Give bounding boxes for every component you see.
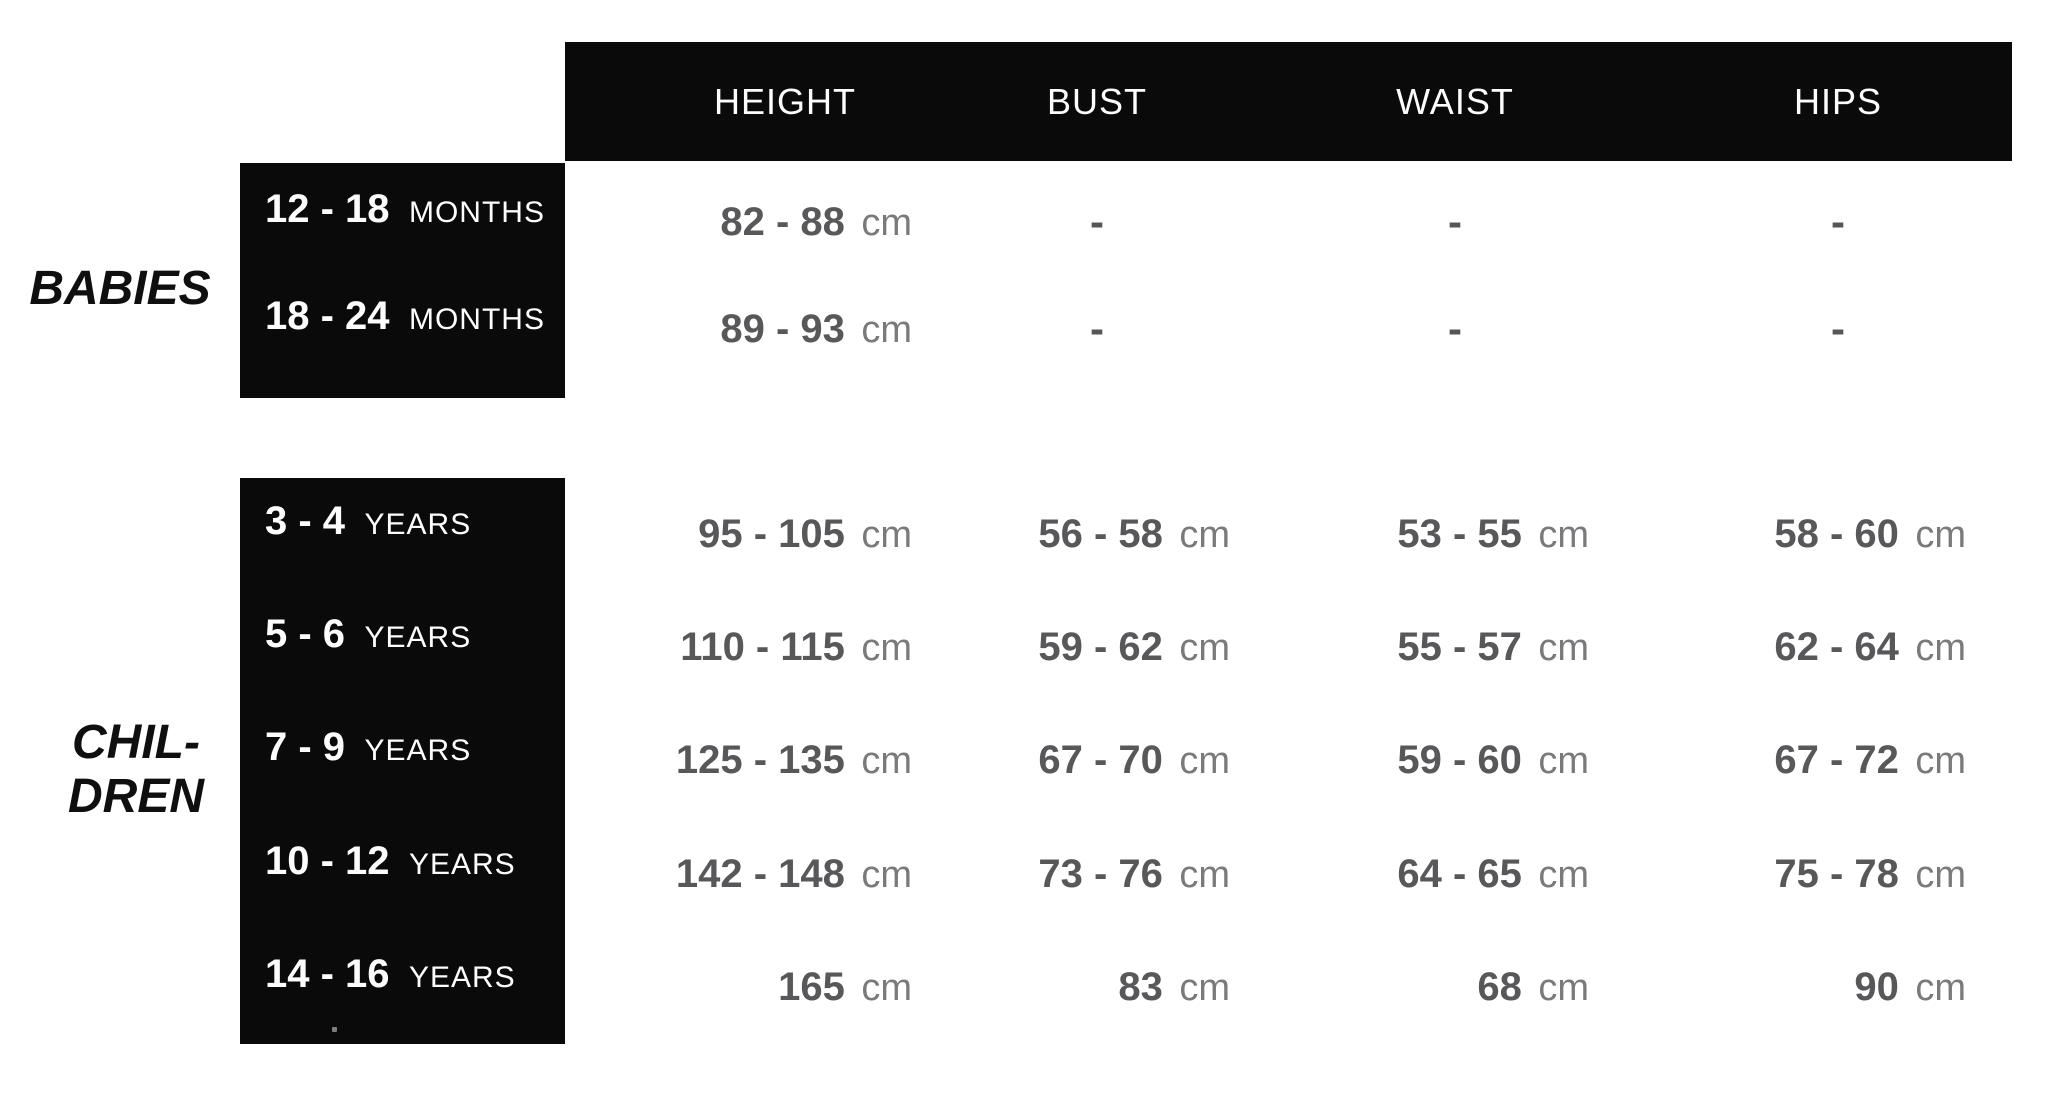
- table-header-bar: [565, 42, 2012, 161]
- height-value: 89 - 93: [720, 307, 845, 351]
- hips-value: -: [1831, 198, 1845, 245]
- hips-value: 67 - 72: [1774, 738, 1899, 782]
- height-value: 110 - 115: [680, 625, 845, 669]
- bust-value: 73 - 76: [1038, 852, 1163, 896]
- bust-value: 56 - 58: [1038, 512, 1163, 556]
- unit-cm: cm: [861, 854, 912, 896]
- hips-value: 75 - 78: [1774, 852, 1899, 896]
- size-cell: [240, 257, 565, 375]
- unit-cm: cm: [1915, 514, 1966, 556]
- age-range: 18 - 24: [265, 294, 390, 338]
- age-unit: MONTHS: [408, 303, 545, 336]
- unit-cm: cm: [1179, 967, 1230, 1009]
- hips-value: 62 - 64: [1774, 625, 1899, 669]
- size-cell: [240, 691, 565, 804]
- group-label-children-line1: CHIL-: [72, 716, 200, 769]
- bust-cell: [920, 818, 1230, 931]
- hips-cell: [1640, 931, 1966, 1044]
- height-value: 82 - 88: [720, 200, 845, 244]
- waist-cell: [1280, 704, 1589, 817]
- unit-cm: cm: [1915, 854, 1966, 896]
- size-cell: [240, 465, 565, 578]
- unit-cm: cm: [861, 967, 912, 1009]
- size-cell: [240, 150, 565, 268]
- waist-value: -: [1448, 198, 1462, 245]
- group-label-children: [30, 716, 242, 824]
- table-row-children-10-12: [240, 818, 1966, 931]
- table-row-children-5-6: [240, 591, 1966, 704]
- hips-cell: [1738, 163, 1938, 281]
- waist-cell: [1280, 478, 1589, 591]
- unit-cm: cm: [1915, 627, 1966, 669]
- height-cell: [570, 478, 912, 591]
- unit-cm: cm: [861, 514, 912, 556]
- waist-value: -: [1448, 305, 1462, 352]
- waist-cell: [1280, 931, 1589, 1044]
- waist-cell: [1280, 591, 1589, 704]
- unit-cm: cm: [861, 202, 912, 244]
- hips-value: -: [1831, 305, 1845, 352]
- unit-cm: cm: [1538, 854, 1589, 896]
- age-unit: YEARS: [408, 848, 516, 881]
- bust-value: 59 - 62: [1038, 625, 1163, 669]
- age-range: 10 - 12: [265, 839, 390, 883]
- unit-cm: cm: [1538, 627, 1589, 669]
- column-header-bust: BUST: [1046, 81, 1148, 122]
- hips-value: 58 - 60: [1774, 512, 1899, 556]
- height-value: 95 - 105: [698, 512, 845, 556]
- bust-cell: [920, 591, 1230, 704]
- column-header-waist: WAIST: [1396, 81, 1514, 122]
- height-value: 165: [778, 965, 845, 1009]
- age-range: 12 - 18: [265, 187, 390, 231]
- waist-value: 68: [1477, 965, 1522, 1009]
- hips-value: 90: [1854, 965, 1899, 1009]
- bust-cell: [997, 270, 1197, 388]
- group-label-babies: BABIES: [29, 262, 211, 315]
- height-value: 125 - 135: [675, 738, 845, 782]
- unit-cm: cm: [1179, 514, 1230, 556]
- unit-cm: cm: [1915, 740, 1966, 782]
- unit-cm: cm: [1538, 967, 1589, 1009]
- unit-cm: cm: [1179, 740, 1230, 782]
- bust-value: 67 - 70: [1038, 738, 1163, 782]
- waist-value: 59 - 60: [1397, 738, 1522, 782]
- height-cell: [570, 931, 912, 1044]
- age-unit: YEARS: [364, 508, 472, 541]
- height-value: 142 - 148: [675, 852, 845, 896]
- table-row-children-3-4: [240, 478, 1966, 591]
- age-range: 3 - 4: [265, 499, 346, 543]
- bust-value: -: [1090, 198, 1104, 245]
- height-cell: [570, 270, 912, 388]
- age-range: 14 - 16: [265, 952, 390, 996]
- size-cell: [240, 805, 565, 918]
- height-cell: [570, 591, 912, 704]
- hips-cell: [1640, 478, 1966, 591]
- waist-value: 64 - 65: [1397, 852, 1522, 896]
- age-range: 7 - 9: [265, 725, 346, 769]
- waist-cell: [1280, 818, 1589, 931]
- waist-value: 55 - 57: [1397, 625, 1522, 669]
- age-unit: YEARS: [408, 961, 516, 994]
- table-row-babies-18-24: [240, 270, 1966, 388]
- column-header-height: HEIGHT: [713, 81, 857, 122]
- column-header-hips: HIPS: [1793, 81, 1883, 122]
- table-row-children-14-16: [240, 931, 1966, 1044]
- bust-cell: [920, 931, 1230, 1044]
- bust-cell: [920, 704, 1230, 817]
- size-cell: [240, 918, 565, 1031]
- unit-cm: cm: [861, 740, 912, 782]
- unit-cm: cm: [861, 309, 912, 351]
- unit-cm: cm: [861, 627, 912, 669]
- hips-cell: [1738, 270, 1938, 388]
- hips-cell: [1640, 818, 1966, 931]
- unit-cm: cm: [1179, 627, 1230, 669]
- bust-value: 83: [1118, 965, 1163, 1009]
- waist-cell: [1355, 163, 1555, 281]
- unit-cm: cm: [1538, 740, 1589, 782]
- age-unit: MONTHS: [408, 196, 545, 229]
- age-unit: YEARS: [364, 734, 472, 767]
- height-cell: [570, 818, 912, 931]
- table-row-children-7-9: [240, 704, 1966, 817]
- hips-cell: [1640, 591, 1966, 704]
- age-range: 5 - 6: [265, 612, 346, 656]
- unit-cm: cm: [1538, 514, 1589, 556]
- hips-cell: [1640, 704, 1966, 817]
- size-cell: [240, 578, 565, 691]
- height-cell: [570, 704, 912, 817]
- waist-cell: [1355, 270, 1555, 388]
- bust-value: -: [1090, 305, 1104, 352]
- unit-cm: cm: [1179, 854, 1230, 896]
- group-label-children-line2: DREN: [67, 770, 204, 823]
- age-unit: YEARS: [364, 621, 472, 654]
- bust-cell: [920, 478, 1230, 591]
- height-cell: [570, 163, 912, 281]
- waist-value: 53 - 55: [1397, 512, 1522, 556]
- unit-cm: cm: [1915, 967, 1966, 1009]
- bust-cell: [997, 163, 1197, 281]
